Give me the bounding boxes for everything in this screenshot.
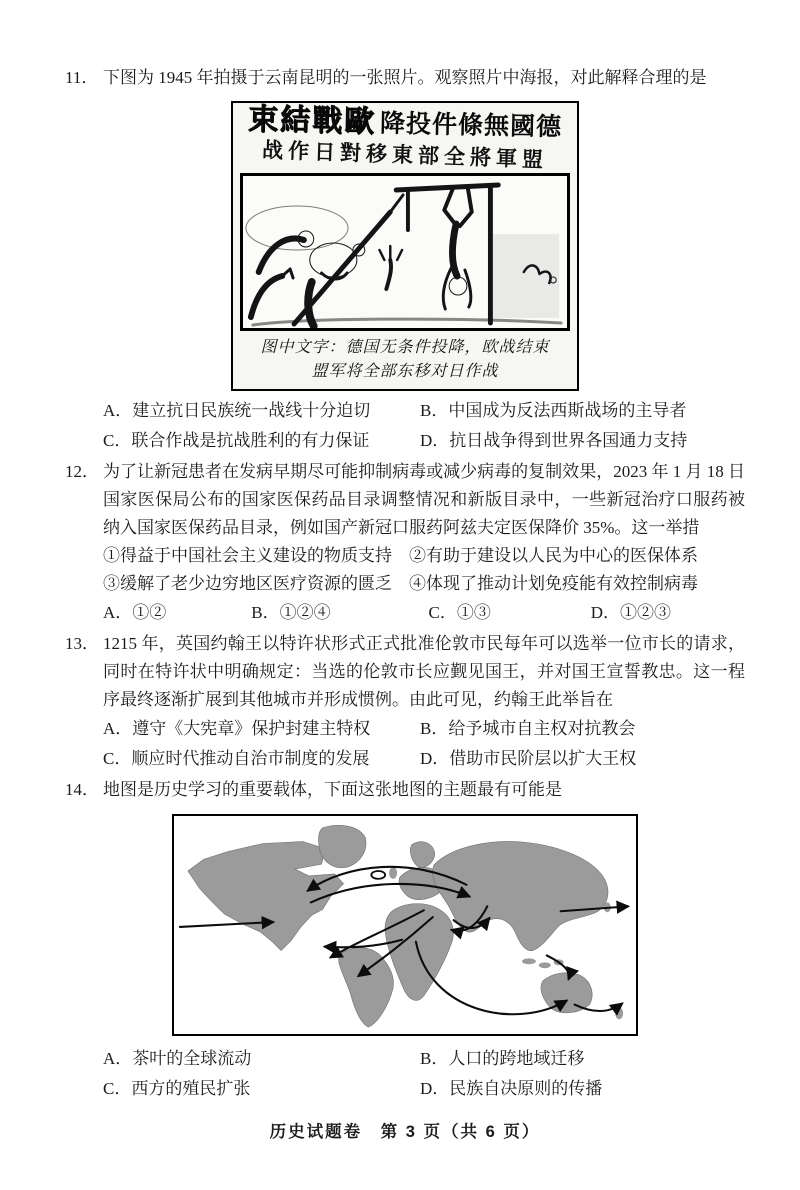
japan	[596, 888, 604, 902]
page-footer: 历史试题卷 第 3 页（共 6 页）	[269, 1123, 541, 1141]
q11-option-b	[420, 396, 745, 426]
option-letter: D．	[420, 749, 450, 768]
q12-option-d	[591, 598, 671, 628]
option-text: 人口的跨地域迁移	[448, 1049, 585, 1068]
q13-stem-text: 1215 年，英国约翰王以特许状形式正式批准伦敦市民每年可以选举一位市长的请求，同时在特许状中明确规定：当选的伦敦市长应觐见国王，并对国王宣誓教忠。这一程序最终逐渐扩展到其他城市并形成惯例。由此可见，约翰王此举旨在	[103, 634, 745, 709]
q11-option-d	[420, 426, 745, 456]
q14-stem	[65, 776, 745, 804]
option-letter: B．	[251, 603, 280, 622]
asia	[433, 842, 608, 951]
option-letter: A．	[103, 719, 133, 738]
option-text: 建立抗日民族统一战线十分迫切	[132, 401, 371, 420]
q11-poster-photo	[231, 101, 579, 391]
q12-option-b	[251, 598, 424, 628]
option-text: 茶叶的全球流动	[132, 1049, 252, 1068]
option-letter: B．	[420, 1049, 449, 1068]
q12-option-c	[429, 598, 587, 628]
british-isles	[389, 867, 397, 879]
option-letter: B．	[420, 401, 449, 420]
option-letter: A．	[103, 603, 133, 622]
poster-caption-main: 德国无条件投降，欧战结束	[345, 339, 550, 356]
q13-option-a	[103, 714, 420, 744]
option-text: 抗日战争得到世界各国通力支持	[449, 431, 688, 450]
option-text: 给予城市自主权对抗教会	[448, 719, 636, 738]
south-america	[339, 948, 394, 1027]
q12-number: 12．	[65, 462, 99, 481]
q12-stem	[65, 458, 745, 542]
q13-option-d	[420, 744, 745, 774]
new-zealand	[615, 1007, 623, 1019]
option-text: 联合作战是抗战胜利的有力保证	[131, 431, 370, 450]
option-text: ①②③	[620, 603, 672, 622]
q11-number: 11．	[65, 68, 99, 87]
q12-statements-1-2: ①得益于中国社会主义建设的物质支持 ②有助于建设以人民为中心的医保体系	[103, 546, 698, 565]
q14-world-map-figure	[172, 814, 638, 1036]
poster-caption-line2: 盟军将全部东移对日作战	[311, 363, 499, 380]
poster-caption	[240, 331, 570, 386]
option-text: 遵守《大宪章》保护封建主特权	[132, 719, 371, 738]
q13-number: 13．	[65, 634, 99, 653]
option-letter: A．	[103, 401, 133, 420]
poster-headline-small: 降投件條無國德	[379, 110, 563, 142]
q12-statements-3-4: ③缓解了老少边穷地区医疗资源的匮乏 ④体现了推动计划免疫能有效控制病毒	[103, 574, 698, 593]
option-text: ①②	[132, 603, 167, 622]
poster-headline-line1	[240, 102, 571, 142]
option-text: ①③	[456, 603, 491, 622]
option-letter: D．	[420, 431, 450, 450]
atlantic-loop-knot	[371, 871, 385, 879]
q14-option-d	[420, 1074, 745, 1104]
option-text: 西方的殖民扩张	[131, 1079, 251, 1098]
q13-options	[65, 714, 745, 774]
option-letter: C．	[103, 749, 132, 768]
option-letter: D．	[590, 603, 621, 622]
q14-stem-text: 地图是历史学习的重要载体，下面这张地图的主题最有可能是	[103, 780, 562, 799]
option-text: 民族自决原则的传播	[449, 1079, 603, 1098]
greenland	[318, 825, 365, 867]
q12-stem-text: 为了让新冠患者在发病早期尽可能抑制病毒或减少病毒的复制效果，2023 年 1 月 18 日国家医保局公布的国家医保药品目录调整情况和新版目录中，一些新冠治疗口服药被纳入国家医保药品目录，例如国产新冠口服药阿兹夫定医保降价 35%。这一举措	[103, 462, 745, 537]
scandinavia	[410, 842, 434, 868]
q12-option-a	[103, 598, 247, 628]
australia	[541, 973, 592, 1013]
option-letter: C．	[428, 603, 457, 622]
q14-number: 14．	[65, 780, 99, 799]
poster-caption-prefix: 图中文字：	[260, 339, 346, 356]
option-letter: A．	[103, 1049, 133, 1068]
poster-caption-line1	[240, 336, 570, 360]
option-letter: B．	[420, 719, 449, 738]
question-11	[65, 64, 745, 456]
world-map-svg	[174, 816, 636, 1034]
question-13	[65, 630, 745, 774]
q13-option-c	[103, 744, 420, 774]
q11-option-c	[103, 426, 420, 456]
indonesia-2	[539, 962, 551, 968]
poster-drawing	[240, 173, 570, 331]
question-12	[65, 458, 745, 628]
option-letter: D．	[420, 1079, 450, 1098]
poster-headline-large: 束結戰歐	[247, 102, 377, 139]
north-america	[188, 842, 344, 951]
poster-headline-line2: 战作日對移東部全將軍盟	[261, 138, 549, 172]
q13-option-b	[420, 714, 745, 744]
q11-stem-text: 下图为 1945 年拍摄于云南昆明的一张照片。观察照片中海报，对此解释合理的是	[103, 68, 707, 87]
option-text: 中国成为反法西斯战场的主导者	[448, 401, 687, 420]
q11-option-a	[103, 396, 420, 426]
indonesia-1	[522, 958, 536, 964]
q13-stem	[65, 630, 745, 714]
q14-option-a	[103, 1044, 420, 1074]
poster-sketch-svg	[243, 176, 567, 328]
q14-option-b	[420, 1044, 745, 1074]
q11-stem	[65, 64, 745, 92]
option-text: ①②④	[279, 603, 331, 622]
q14-option-c	[103, 1074, 420, 1104]
option-letter: C．	[103, 1079, 132, 1098]
q11-options	[65, 396, 745, 456]
question-14	[65, 776, 745, 1104]
q14-options	[65, 1044, 745, 1104]
option-text: 顺应时代推动自治市制度的发展	[131, 749, 370, 768]
option-text: 借助市民阶层以扩大王权	[449, 749, 637, 768]
q12-options	[65, 598, 745, 628]
option-letter: C．	[103, 431, 132, 450]
